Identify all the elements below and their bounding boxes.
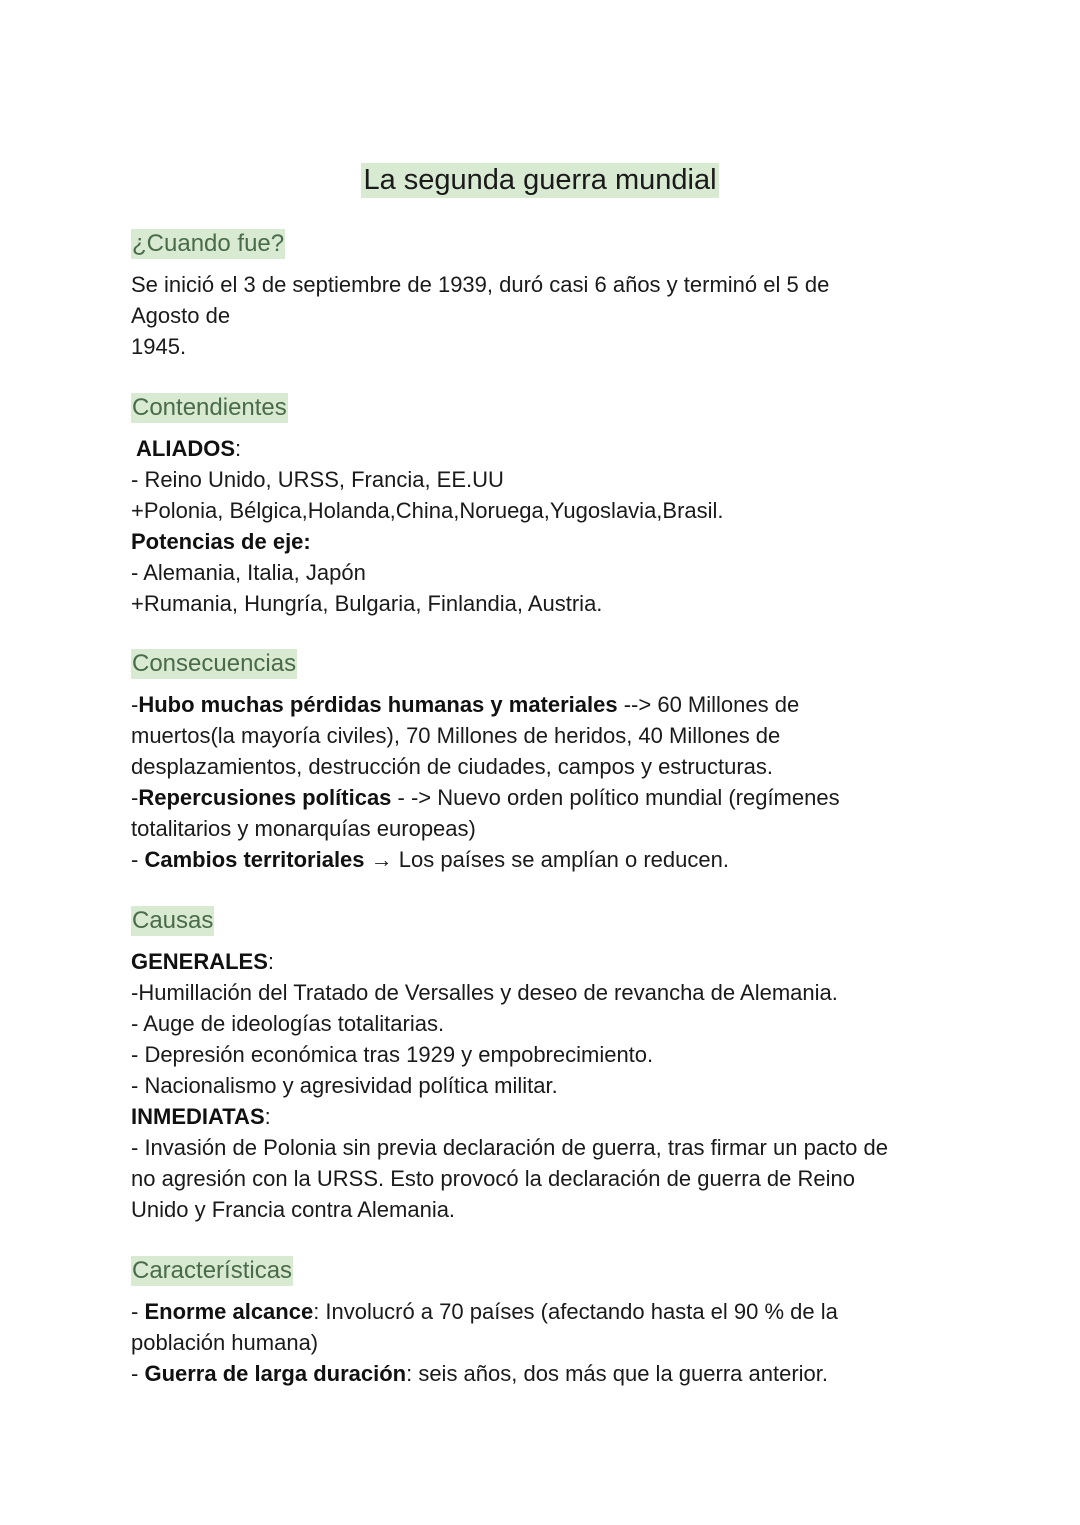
generales-label-line (131, 946, 961, 977)
aliados-extra: +Polonia, Bélgica,Holanda,China,Noruega,Yugoslavia,Brasil. (131, 498, 724, 523)
caracteristica-1-line-2: población humana) (131, 1330, 319, 1355)
caracteristica-1-bold: Enorme alcance (144, 1299, 314, 1324)
consecuencia-2-rest: - -> Nuevo orden político mundial (regímenes (391, 785, 840, 810)
section-cuando (131, 229, 961, 362)
consecuencia-2-line-1 (131, 782, 961, 813)
generales-item-2: - Auge de ideologías totalitarias. (131, 1011, 445, 1036)
caracteristica-2-line-1 (131, 1358, 961, 1389)
title-wrap (131, 163, 949, 198)
consecuencia-2-prefix: - (131, 785, 139, 810)
cuando-line-2: Agosto de (131, 303, 231, 328)
caracteristica-1-line-1 (131, 1296, 961, 1327)
generales-item-1: -Humillación del Tratado de Versalles y deseo de revancha de Alemania. (131, 980, 838, 1005)
consecuencia-1-bold: Hubo muchas pérdidas humanas y materiales (138, 692, 618, 717)
inmediatas-colon: : (264, 1104, 271, 1129)
aliados-main: - Reino Unido, URSS, Francia, EE.UU (131, 467, 504, 492)
cuando-line-3: 1945. (131, 334, 187, 359)
inmediatas-line-1: - Invasión de Polonia sin previa declaración de guerra, tras firmar un pacto de (131, 1135, 888, 1160)
caracteristica-2-bold: Guerra de larga duración (144, 1361, 407, 1386)
consecuencia-1-line-3: desplazamientos, destrucción de ciudades, campos y estructuras. (131, 754, 773, 779)
inmediatas-line-2: no agresión con la URSS. Esto provocó la declaración de guerra de Reino (131, 1166, 855, 1191)
consecuencia-1-rest: --> 60 Millones de (617, 692, 800, 717)
heading-contendientes: Contendientes (132, 394, 287, 421)
consecuencia-1-line-2: muertos(la mayoría civiles), 70 Millones de heridos, 40 Millones de (131, 723, 781, 748)
eje-label: Potencias de eje: (131, 529, 311, 554)
consecuencia-2-bold: Repercusiones políticas (138, 785, 392, 810)
consecuencia-3-prefix: - (131, 847, 145, 872)
aliados-label-line (131, 433, 961, 464)
inmediatas-label: INMEDIATAS (131, 1104, 265, 1129)
heading-cuando: ¿Cuando fue? (132, 230, 285, 257)
section-contendientes (131, 393, 961, 619)
generales-label: GENERALES (131, 949, 268, 974)
consecuencia-3-rest: → Los países se amplían o reducen. (364, 847, 729, 872)
cuando-line-1: Se inició el 3 de septiembre de 1939, duró casi 6 años y terminó el 5 de (131, 272, 830, 297)
heading-consecuencias: Consecuencias (132, 650, 297, 677)
section-caracteristicas (131, 1256, 961, 1389)
inmediatas-label-line (131, 1101, 961, 1132)
caracteristica-2-prefix: - (131, 1361, 145, 1386)
consecuencia-3-bold: Cambios territoriales (144, 847, 365, 872)
eje-extra: +Rumania, Hungría, Bulgaria, Finlandia, Austria. (131, 591, 603, 616)
consecuencia-1-prefix: - (131, 692, 139, 717)
heading-caracteristicas: Características (132, 1257, 293, 1284)
caracteristica-2-rest: : seis años, dos más que la guerra anterior. (406, 1361, 828, 1386)
generales-item-3: - Depresión económica tras 1929 y empobrecimiento. (131, 1042, 654, 1067)
section-causas (131, 906, 961, 1225)
aliados-colon: : (235, 436, 242, 461)
eje-label-line (131, 526, 961, 557)
heading-causas: Causas (132, 907, 214, 934)
section-consecuencias (131, 649, 961, 875)
consecuencia-1-line-1 (131, 689, 961, 720)
caracteristica-1-rest: : Involucró a 70 países (afectando hasta el 90 % de la (313, 1299, 838, 1324)
consecuencia-3-line-1 (131, 844, 961, 875)
aliados-label: ALIADOS (136, 436, 235, 461)
generales-colon: : (267, 949, 275, 974)
generales-item-4: - Nacionalismo y agresividad política militar. (131, 1073, 558, 1098)
inmediatas-line-3: Unido y Francia contra Alemania. (131, 1197, 456, 1222)
eje-main: - Alemania, Italia, Japón (131, 560, 366, 585)
caracteristica-1-prefix: - (131, 1299, 145, 1324)
page-title: La segunda guerra mundial (363, 164, 717, 196)
consecuencia-2-line-2: totalitarios y monarquías europeas) (131, 816, 476, 841)
